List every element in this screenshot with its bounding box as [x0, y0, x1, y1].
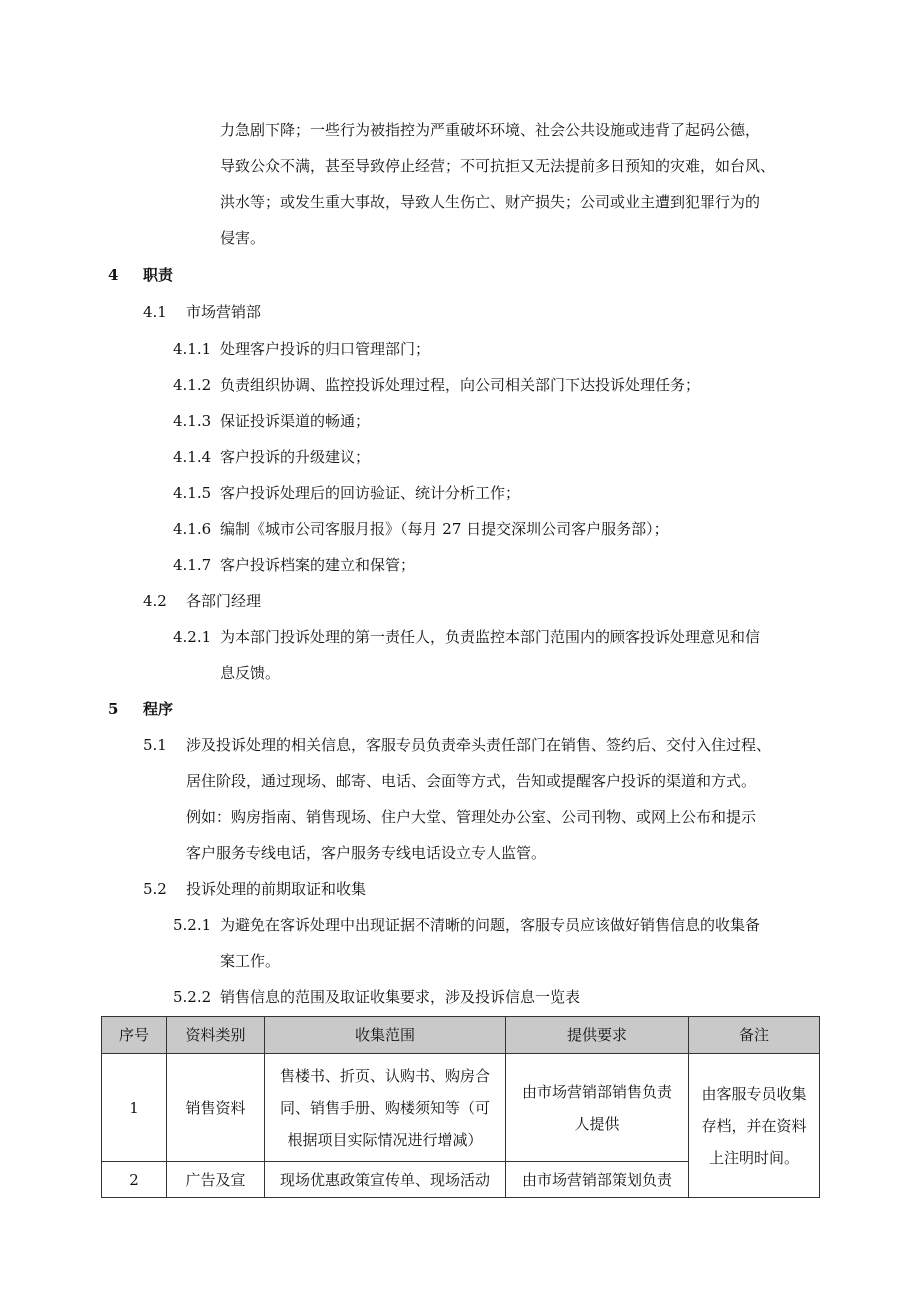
scope-line: 根据项目实际情况进行增减）: [287, 1130, 483, 1149]
subsection-title: 投诉处理的前期取证和收集: [186, 880, 367, 898]
column-header: 备注: [689, 1017, 820, 1054]
section-title: 程序: [143, 700, 174, 718]
para-line: 客户服务专线电话，客户服务专线电话设立专人监管。: [186, 844, 547, 862]
para-line: 居住阶段，通过现场、邮寄、电话、会面等方式，告知或提醒客户投诉的渠道和方式。: [186, 772, 757, 790]
requirement-line: 由市场营销部销售负责: [521, 1082, 672, 1101]
section-number: 5: [108, 700, 119, 718]
item-number: 5.2.2: [173, 988, 212, 1006]
row-remark: [689, 1054, 820, 1198]
subsection-title: 市场营销部: [186, 303, 262, 321]
item-number: 4.2.1: [173, 628, 212, 646]
para-line: 导致公众不满，甚至导致停止经营；不可抗拒又无法提前多日预知的灾难，如台风、: [220, 157, 776, 175]
item-text: 处理客户投诉的归口管理部门；: [220, 340, 431, 358]
item-text: 案工作。: [220, 952, 281, 970]
section-number: 4: [108, 266, 119, 284]
row-requirement: 由市场营销部策划负责: [506, 1162, 689, 1198]
item-text: 保证投诉渠道的畅通；: [220, 412, 371, 430]
item-text: 销售信息的范围及取证收集要求，涉及投诉信息一览表: [220, 988, 581, 1006]
row-number: 2: [102, 1162, 167, 1198]
row-number: 1: [102, 1054, 167, 1162]
row-category: 广告及宣: [167, 1162, 265, 1198]
remark-line: 存档，并在资料: [701, 1116, 807, 1135]
column-header: 提供要求: [506, 1017, 689, 1054]
row-category: 销售资料: [167, 1054, 265, 1162]
item-number: 4.1.6: [173, 520, 212, 538]
item-text: 客户投诉的升级建议；: [220, 448, 371, 466]
subsection-number: 5.2: [143, 880, 167, 898]
item-number: 4.1.5: [173, 484, 212, 502]
item-number: 4.1.1: [173, 340, 212, 358]
remark-line: 由客服专员收集: [701, 1084, 807, 1103]
subsection-title: 各部门经理: [186, 592, 262, 610]
requirement-line: 人提供: [574, 1114, 620, 1133]
column-header: 资料类别: [167, 1017, 265, 1054]
item-number: 4.1.4: [173, 448, 212, 466]
para-line: 洪水等；或发生重大事故，导致人生伤亡、财产损失；公司或业主遭到犯罪行为的: [220, 193, 761, 211]
item-number: 4.1.7: [173, 556, 212, 574]
para-line: 例如：购房指南、销售现场、住户大堂、管理处办公室、公司刊物、或网上公布和提示: [186, 808, 757, 826]
complaint-info-table: [101, 1016, 820, 1198]
scope-line: 同、销售手册、购楼须知等（可: [279, 1098, 490, 1117]
item-text: 为本部门投诉处理的第一责任人，负责监控本部门范围内的顾客投诉处理意见和信: [220, 628, 761, 646]
subsection-number: 5.1: [143, 736, 167, 754]
scope-line: 售楼书、折页、认购书、购房合: [279, 1066, 490, 1085]
item-text: 客户投诉档案的建立和保管；: [220, 556, 416, 574]
item-number: 4.1.3: [173, 412, 212, 430]
item-text: 为避免在客诉处理中出现证据不清晰的问题，客服专员应该做好销售信息的收集备: [220, 916, 761, 934]
section-title: 职责: [143, 266, 174, 284]
item-text: 编制《城市公司客服月报》（每月 27 日提交深圳公司客户服务部）；: [220, 520, 669, 538]
row-requirement: [506, 1054, 689, 1162]
para-line: 涉及投诉处理的相关信息，客服专员负责牵头责任部门在销售、签约后、交付入住过程、: [186, 736, 772, 754]
item-text: 客户投诉处理后的回访验证、统计分析工作；: [220, 484, 521, 502]
subsection-number: 4.2: [143, 592, 167, 610]
column-header: 收集范围: [265, 1017, 506, 1054]
item-text: 息反馈。: [220, 664, 281, 682]
table-row: [102, 1054, 820, 1162]
remark-line: 上注明时间。: [708, 1148, 799, 1167]
column-header: 序号: [102, 1017, 167, 1054]
item-text: 负责组织协调、监控投诉处理过程，向公司相关部门下达投诉处理任务；: [220, 376, 701, 394]
para-line: 力急剧下降；一些行为被指控为严重破坏环境、社会公共设施或违背了起码公德，: [220, 121, 761, 139]
table-header-row: [102, 1017, 820, 1054]
row-scope: [265, 1054, 506, 1162]
row-scope: 现场优惠政策宣传单、现场活动: [265, 1162, 506, 1198]
subsection-number: 4.1: [143, 303, 167, 321]
item-number: 5.2.1: [173, 916, 212, 934]
para-line: 侵害。: [220, 229, 266, 247]
item-number: 4.1.2: [173, 376, 212, 394]
